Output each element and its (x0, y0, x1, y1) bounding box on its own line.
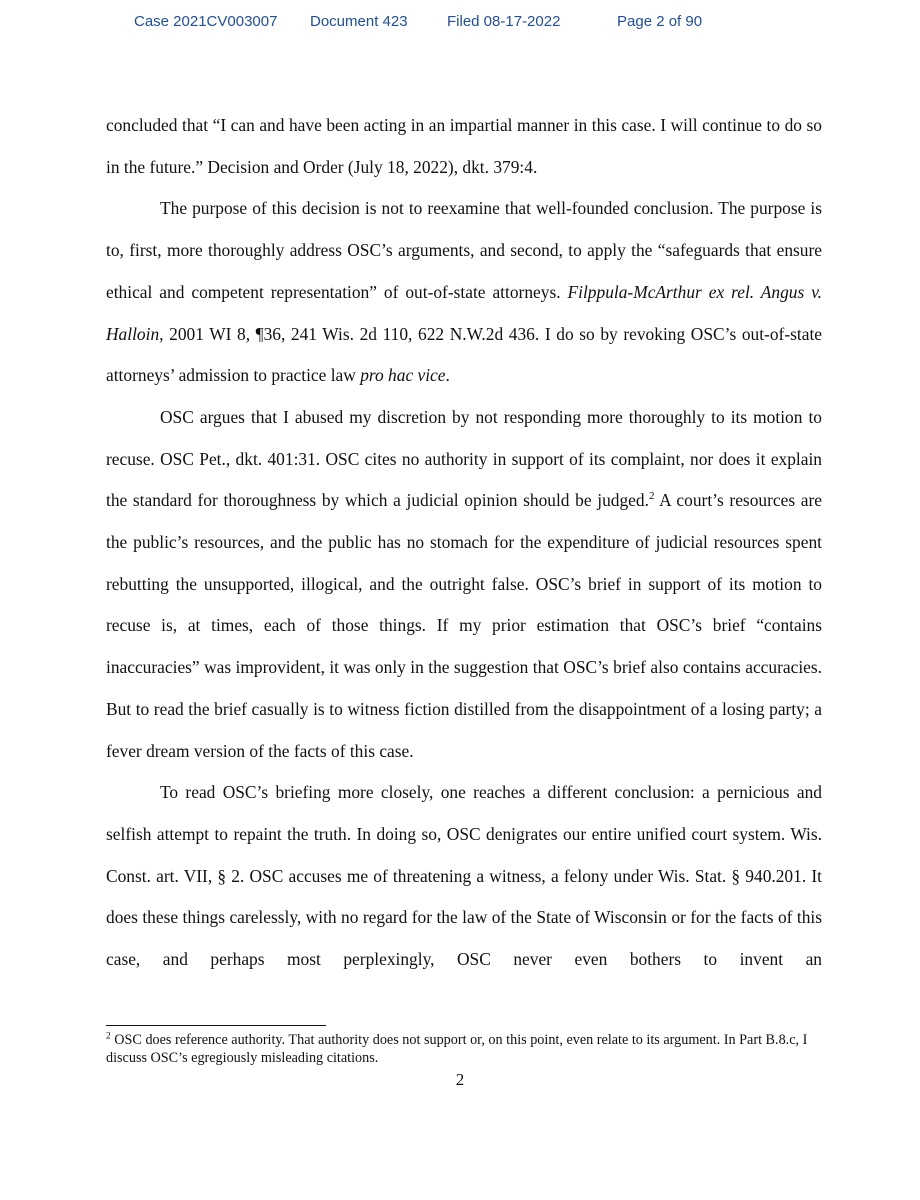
paragraph-purpose (106, 188, 822, 397)
page-number: 2 (455, 1070, 465, 1089)
page-count: Page 2 of 90 (617, 13, 703, 30)
paragraph-text: OSC argues that I abused my discretion by not responding more thoroughly to its motion to recuse. OSC Pet., dkt. 401:31. OSC cites no authority in support of its complaint, nor does it explain the standard for thoroughness by which a judicial opinion should be judged. (106, 406, 822, 511)
filed-date: Filed 08-17-2022 (447, 13, 561, 30)
footnote-divider (106, 1025, 326, 1026)
paragraph-text: concluded that “I can and have been acting in an impartial manner in this case. I will continue to do so in the future.” Decision and Order (July 18, 2022), dkt. 379:4. (106, 115, 822, 177)
footnote-reference: 2 (648, 490, 655, 503)
paragraph-briefing (106, 772, 822, 981)
document-number: Document 423 (310, 13, 408, 30)
case-number: Case 2021CV003007 (134, 13, 278, 30)
paragraph-text: A court’s resources are the public’s resources, and the public has no stomach for the expenditure of judicial resources spent rebutting the unsupported, illogical, and the outright false. OSC’s brief in support of its motion to recuse is, at times, each of those things. If my prior estimation that OSC’s brief “contains inaccuracies” was improvident, it was only in the suggestion that OSC’s brief also contains accuracies. But to read the brief casually is to witness fiction distilled from the disappointment of a losing party; a fever dream version of the facts of this case. (106, 490, 822, 761)
paragraph-text: . (445, 365, 450, 386)
paragraph-text: To read OSC’s briefing more closely, one reaches a different conclusion: a pernicious and selfish attempt to repaint the truth. In doing so, OSC denigrates our entire unified court system. Wis. Const. art. VII, § 2. OSC accuses me of threatening a witness, a felony under Wis. Stat. § 940.201. It does these things carelessly, with no regard for the law of the State of Wisconsin or for the facts of this case, and perhaps most perplexingly, OSC never even bothers to invent an (106, 782, 822, 970)
paragraph-text: The purpose of this decision is not to reexamine that well-founded conclusion. The purpose is to, first, more thoroughly address OSC’s arguments, and second, to apply the “safeguards that ensure ethical and competent representation” of out-of-state attorneys. (106, 198, 822, 302)
document-body (106, 105, 822, 981)
case-citation-name: Filppula-McArthur ex rel. Angus v. Halloin, (106, 281, 822, 344)
paragraph-discretion (106, 397, 822, 772)
paragraph-text: 2001 WI 8, ¶36, 241 Wis. 2d 110, 622 N.W.2d 436. I do so by revoking OSC’s out-of-state attorneys’ admission to practice law (106, 323, 822, 386)
footnote (106, 1032, 822, 1067)
footnote-number: 2 (106, 1031, 111, 1042)
latin-phrase: pro hac vice (360, 365, 446, 386)
paragraph-continued (106, 105, 822, 188)
filing-stamp-header (0, 13, 920, 33)
footnote-text: OSC does reference authority. That authority does not support or, on this point, even relate to its argument. In Part B.8.c, I discuss OSC’s egregiously misleading citations. (106, 1032, 808, 1066)
